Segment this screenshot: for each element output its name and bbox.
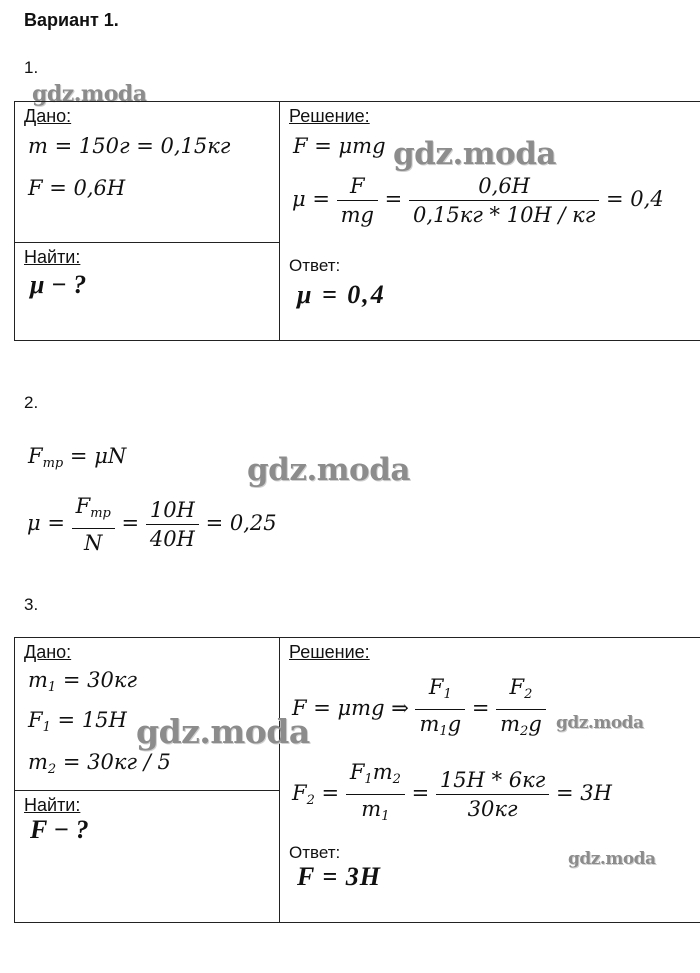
- fraction-f-mg: [337, 172, 378, 229]
- fraction-f2-m2g: [496, 673, 546, 746]
- watermark: gdz.moda: [136, 712, 310, 751]
- watermark: gdz.moda: [247, 452, 410, 488]
- problem-1-solution-fraction: [292, 172, 664, 229]
- problem-3-given-m2: $m_2 = 30кг / 5$: [28, 750, 171, 777]
- fraction-values: [436, 766, 549, 823]
- problem-3-divider: [279, 637, 280, 923]
- numerator: $F_1m_2$: [346, 758, 405, 795]
- numerator: F: [337, 172, 378, 201]
- fraction-values: [409, 172, 599, 229]
- fraction-values: [146, 496, 199, 553]
- problem-1-find-value: μ − ?: [30, 270, 87, 299]
- problem-1-given-find-divider: [14, 242, 280, 243]
- numerator: $F_2$: [496, 673, 546, 710]
- problem-1-given-mass: m = 150г = 0,15кг: [28, 134, 231, 158]
- problem-1-solution-label: Решение:: [289, 106, 370, 126]
- problem-3-number: 3.: [24, 595, 39, 614]
- watermark: gdz.moda: [568, 849, 656, 869]
- fraction-f1-m1g: [415, 673, 465, 746]
- fraction-ftr-n: [72, 492, 115, 557]
- denominator: $m_2g$: [500, 712, 542, 739]
- numerator: 15H * 6кг: [436, 766, 549, 795]
- problem-1-divider: [279, 101, 280, 341]
- denominator: 30кг: [467, 797, 518, 821]
- problem-3-answer-value: F = 3H: [297, 862, 381, 891]
- problem-3-solution-label: Решение:: [289, 642, 370, 662]
- problem-3-find-label: Найти:: [24, 795, 81, 815]
- problem-2-friction-formula: $F_{mp} = \mu N$: [28, 444, 127, 471]
- watermark: gdz.moda: [393, 136, 556, 172]
- denominator: $m_1g$: [419, 712, 462, 739]
- problem-1-find-label: Найти:: [24, 247, 81, 267]
- problem-1-solution-formula: F = μmg: [293, 134, 386, 158]
- problem-3-given-find-divider: [14, 790, 280, 791]
- denominator: mg: [340, 203, 374, 227]
- numerator: 0,6H: [409, 172, 599, 201]
- problem-3-given-label: Дано:: [24, 642, 72, 662]
- problem-3-solution-line1: F = μmg ⇒ $\frac{F_1}{m_1g}$ = $\frac{F_2}{m_2g}$: [292, 673, 546, 746]
- problem-3-answer-label: Ответ:: [289, 843, 341, 862]
- problem-3-given-m1: $m_1 = 30кг$: [28, 668, 138, 695]
- result: = 0,4: [606, 187, 664, 211]
- problem-3-given-f1: $F_1 = 15H$: [28, 708, 127, 735]
- denominator: 40H: [149, 527, 195, 551]
- numerator: $F_1$: [415, 673, 465, 710]
- denominator: 0,15кг * 10H / кг: [412, 203, 596, 227]
- problem-3-find-value: F − ?: [30, 815, 89, 844]
- watermark: gdz.moda: [32, 81, 147, 107]
- numerator: 10H: [146, 496, 199, 525]
- problem-1-answer-label: Ответ:: [289, 256, 341, 275]
- problem-1-given-label: Дано:: [24, 106, 72, 126]
- numerator: $F_{mp}$: [72, 492, 115, 529]
- denominator: N: [84, 531, 103, 555]
- mu-lhs: μ =: [292, 187, 330, 211]
- problem-3-solution-line2: $F_2$ = $\frac{F_1m_2}{m_1}$ = $\frac{15H * 6кг}{30кг}$ = 3H: [292, 758, 612, 831]
- denominator: $m_1$: [361, 797, 390, 824]
- watermark: gdz.moda: [556, 713, 644, 733]
- problem-1-given-force: F = 0,6H: [28, 176, 126, 200]
- variant-title: Вариант 1.: [24, 10, 119, 30]
- problem-2-number: 2.: [24, 393, 39, 412]
- problem-2-solution-fraction: μ = $\frac{F_{mp}}{N}$ = $\frac{10H}{40H}$ = 0,25: [27, 494, 277, 555]
- fraction-f1m2-m1: [346, 758, 405, 831]
- equals-sign: =: [384, 187, 403, 211]
- problem-1-number: 1.: [24, 58, 39, 77]
- problem-1-answer-value: μ = 0,4: [297, 280, 386, 309]
